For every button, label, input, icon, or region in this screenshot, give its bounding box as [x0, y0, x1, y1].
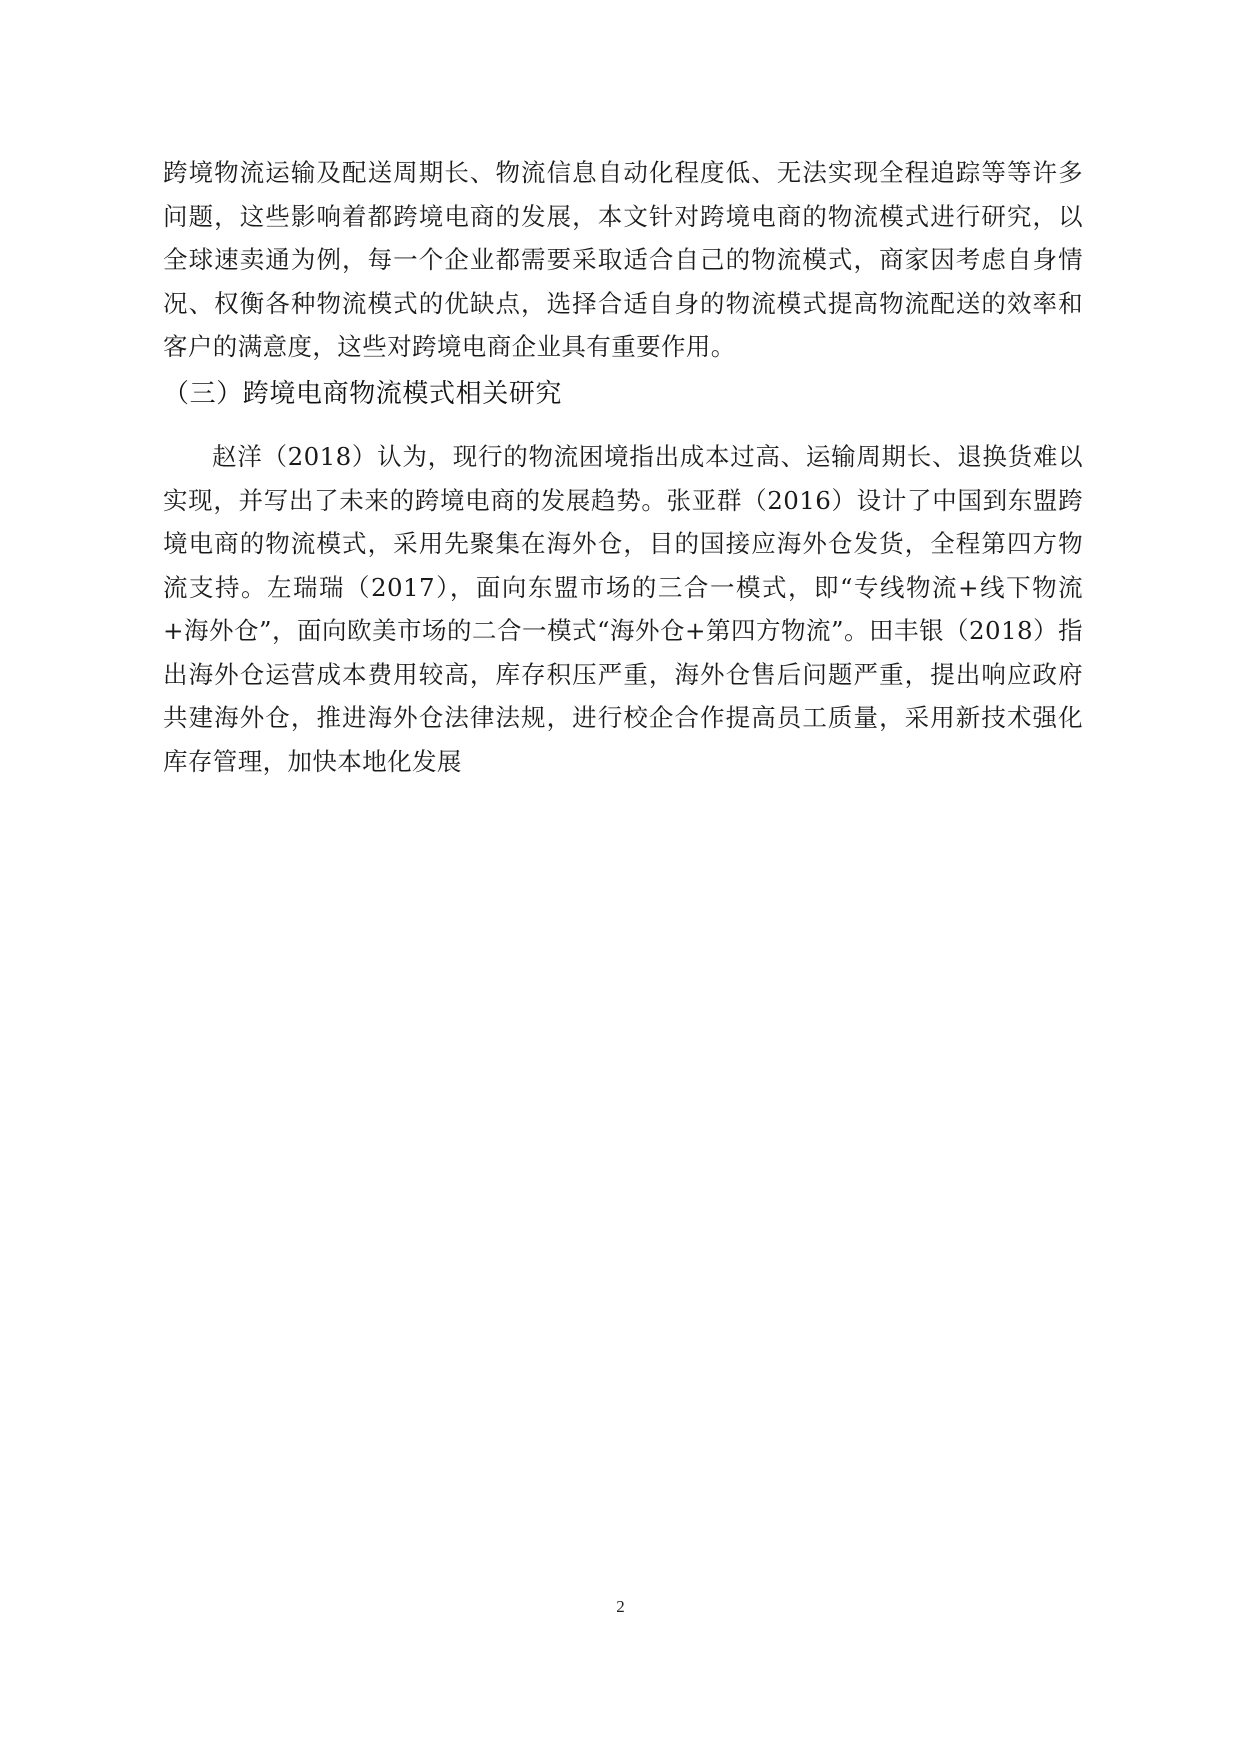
body-paragraph-2: 赵洋（2018）认为，现行的物流困境指出成本过高、运输周期长、退换货难以实现，并写出了未来的跨境电商的发展趋势。张亚群（2016）设计了中国到东盟跨境电商的物流模式，采用先聚集在海外仓，目的国接应海外仓发货，全程第四方物流支持。左瑞瑞（2017），面向东盟市场的三合一模式，即“专线物流+线下物流+海外仓”，面向欧美市场的二合一模式“海外仓+第四方物流”。田丰银（2018）指出海外仓运营成本费用较高，库存积压严重，海外仓售后问题严重，提出响应政府共建海外仓，推进海外仓法律法规，进行校企合作提高员工质量，采用新技术强化库存管理，加快本地化发展 — [163, 442, 1083, 776]
page-number: 2 — [616, 1597, 625, 1616]
body-paragraph-1: 跨境物流运输及配送周期长、物流信息自动化程度低、无法实现全程追踪等等许多问题，这些影响着都跨境电商的发展，本文针对跨境电商的物流模式进行研究，以全球速卖通为例，每一个企业都需要采取适合自己的物流模式，商家因考虑自身情况、权衡各种物流模式的优缺点，选择合适自身的物流模式提高物流配送的效率和客户的满意度，这些对跨境电商企业具有重要作用。 — [163, 158, 1083, 361]
section-heading: （三）跨境电商物流模式相关研究 — [163, 379, 563, 409]
